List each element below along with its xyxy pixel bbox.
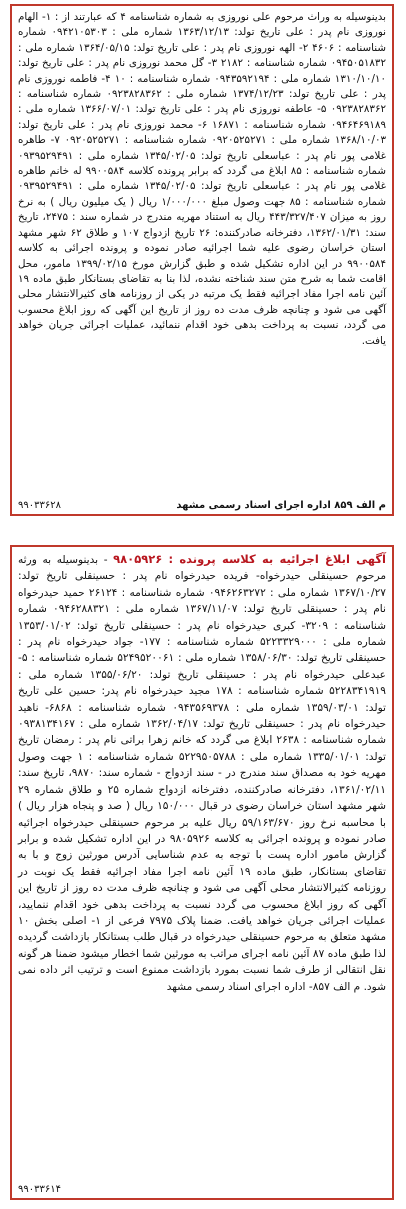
notice-2-footer-code: ۹۹۰۳۳۶۱۴ xyxy=(18,1184,61,1195)
notice-2-body: - بدینوسیله به ورثه مرحوم حسینقلی حیدرخواه- فریده حیدرخواه نام پدر : حسینقلی تاریخ تولد: ۱۳۶۷/۱۰/۲۷ شماره ملی : ۰۹۴۶۲۶۳۲۷۲ شماره شناسنامه : ۲۶۱۲۴ حمید حیدرخواه نام پدر : حسینقلی تاریخ تولد: ۱۳۶۷/۱۱/۰۷ شماره ملی : ۰۹۴۶۲۸۸۳۲۱ شماره شناسنامه : ۳۲۰۹- کبری حیدرخواه نام پدر : حسینقلی تاریخ تولد: ۱۳۵۳/۰۱/۰۲ شماره ملی : ۵۲۲۳۳۲۹۰۰۰ شماره شناسنامه : ۱۷۷- جواد حیدرخواه نام پدر : حسینقلی تاریخ تولد: ۱۳۵۸/۰۶/۳۰ شماره ملی : ۵۲۴۹۵۲۰۰۶۱ شماره شناسنامه : ۵- عبدعلی حیدرخواه نام پدر : حسینقلی تاریخ تولد: ۱۳۵۵/۰۶/۲۰ شماره ملی : ۵۲۲۸۳۴۱۹۱۹ شماره شناسنامه : ۱۷۸ مجید حیدرخواه نام پدر: حسین علی تاریخ تولد: ۱۳۵۹/۰۳/۰۱ شماره ملی : ۰۹۴۳۵۶۹۳۷۸ شماره شناسنامه : ۶۸۶۸- ناهید حیدرخواه نام پدر : حسینقلی تاریخ تولد: ۱۳۶۲/۰۴/۱۷ شماره ملی : ۰۹۳۸۱۳۴۱۶۷ شماره شناسنامه : ۲۶۳۸ ابلاغ می گردد که خانم زهرا براتی نام پدر : رمضان تاریخ تولد: ۱۳۳۵/۰۱/۰۱ شماره ملی : ۵۲۲۹۵۰۵۷۸۸ شماره شناسنامه : ۱ جهت وصول مهریه خود به مصداق سند مندرج در - سند ازدواج - شماره سند: ۹۸۷۰، تاریخ سند: ۱۳۶۱/۰۲/۱۱، دفترخانه صادرکننده، دفترخانه ازدواج شماره ۲۵ و طلاق شماره ۲۹ شهر مشهد استان خراسان رضوی در قبال ۱۵۰/۰۰۰ ریال ( صد و پنجاه هزار ریال ) با محاسبه نرخ روز ۵۹/۱۶۳/۶۷۰ ریال علیه بر مرحوم حسینقلی حیدرخواه اجرائیه صادر نموده و پرونده اجرائی به کلاسه ۹۸۰۵۹۲۶ در این اداره تشکیل شده و برابر گزارش مامور اداره پست با توجه به عدم شناسایی آدرس مورثین زوج و با به تقاضای بستانکار، طبق ماده ۱۹ آئین نامه اجرا مفاد اجرائیه فقط یک نوبت در روزنامه کثیرالانتشار محلی آگهی می شود و چنانچه ظرف مدت ده روز از تاریخ این آگهی که روز ابلاغ محسوب می گردد نسبت به پرداخت بدهی خود اقدام ننمایید، عملیات اجرائی جریان خواهد یافت. ضمنا پلاک ۷۹۷۵ فرعی از ۱- اصلی بخش ۱۰ مشهد متعلق به مرحوم حسینقلی حیدرخواه در قبال طلب بستانکار بازداشت گردیده لذا طبق ماده ۸۷ آئین نامه اجرای مراتب به مورثین شما اخطار میشود ضمنا هر گونه نقل انتقالی از طرف شما نسبت بمورد بازداشت ممنوع است و ترتیب اثر داده نمی شود. م الف ۸۵۷- اداره اجرای اسناد رسمی مشهد xyxy=(18,554,387,993)
notice-2-title: آگهی ابلاغ اجرائیه به کلاسه پرونده : ۹۸۰۵۹۲۶ xyxy=(113,552,386,566)
notice-1-footer-org: م الف ۸۵۹ اداره اجرای اسناد رسمی مشهد xyxy=(176,500,386,511)
notice-1-footer-code: ۹۹۰۳۳۶۲۸ xyxy=(18,500,61,511)
notice-1-footer xyxy=(18,500,386,511)
notice-2-footer xyxy=(18,1184,386,1195)
notice-1-body: بدینوسیله به وراث مرحوم علی نوروزی به شماره شناسنامه ۴ که عبارتند از : ۱- الهام نوروزی نام پدر : علی تاریخ تولد: ۱۳۶۳/۱۲/۱۳ شماره ملی : ۰۹۴۲۱۰۵۳۰۳ شماره شناسنامه : ۴۶۰۶ ۲- الهه نوروزی نام پدر : علی تاریخ تولد: ۱۳۶۴/۰۵/۱۵ شماره ملی : ۰۹۴۵۰۵۱۸۳۲ شماره شناسنامه : ۲۱۸۲ ۳- گل محمد نوروزی نام پدر : علی تاریخ تولد: ۱۳۱۰/۱۰/۱۰ شماره ملی : ۰۹۴۳۵۹۲۱۹۴ شماره شناسنامه : ۱۰ ۴- فاطمه نوروزی نام پدر : علی تاریخ تولد: ۱۳۷۴/۱۲/۲۳ شماره ملی : ۰۹۲۳۸۲۸۳۶۲ شماره شناسنامه : ۰۹۲۳۸۲۸۳۶۲ ۵- عاطفه نوروزی نام پدر : علی تاریخ تولد: ۱۳۶۶/۰۷/۰۱ شماره ملی : ۰۹۴۶۴۶۹۱۸۹ شماره شناسنامه : ۱۶۸۷۱ ۶- محمد نوروزی نام پدر : علی تاریخ تولد: ۱۳۶۸/۱۰/۰۳ شماره ملی : ۰۹۲۰۵۲۵۲۷۱ شماره شناسنامه : ۰۹۲۰۵۲۵۲۷۱ ۷- طاهره غلامی پور نام پدر : عباسعلی تاریخ تولد: ۱۳۴۵/۰۲/۰۵ شماره ملی : ۰۹۳۹۵۲۹۴۹۱ شماره شناسنامه : ۸۵ ابلاغ می گردد که برابر پرونده کلاسه ۹۹۰۰۵۸۴ له خانم طاهره غلامی پور نام پدر : عباسعلی تاریخ تولد: ۱۳۴۵/۰۲/۰۵ شماره ملی : ۰۹۳۹۵۲۹۴۹۱ شماره شناسنامه : ۸۵ جهت وصول مبلغ ۱/۰۰۰/۰۰۰ ریال ( یک میلیون ریال ) به نرخ روز به میزان ۴۴۳/۳۲۷/۴۰۷ ریال به استناد مهریه مندرج در شماره سند : ۲۴۷۵، تاریخ سند: ۱۳۶۲/۰۱/۳۱، دفترخانه صادرکننده: ۲۶ تاریخ ازدواج ۱۰۷ و طلاق ۶۲ شهر مشهد استان خراسان رضوی علیه شما اجرائیه صادر نموده و پرونده اجرائی به کلاسه ۹۹۰۰۵۸۴ در این اداره تشکیل شده و طبق گزارش مورخ ۱۳۹۹/۰۲/۱۵ مامور، محل اقامت شما به شرح متن سند شناخته نشده، لذا بنا به تقاضای بستانکار طبق ماده ۱۹ آئین نامه اجرا مفاد اجرائیه فقط یک مرتبه در یکی از روزنامه های کثیرالانتشار محلی آگهی می شود و چنانچه ظرف مدت ده روز از تاریخ این آگهی که روز ابلاغ محسوب می گردد، نسبت به پرداخت بدهی خود اقدام ننمائید، عملیات اجرائی جریان خواهد یافت. xyxy=(18,11,387,347)
notice-1 xyxy=(10,4,394,516)
notice-2 xyxy=(10,545,394,1200)
notice-2-text xyxy=(18,551,386,995)
